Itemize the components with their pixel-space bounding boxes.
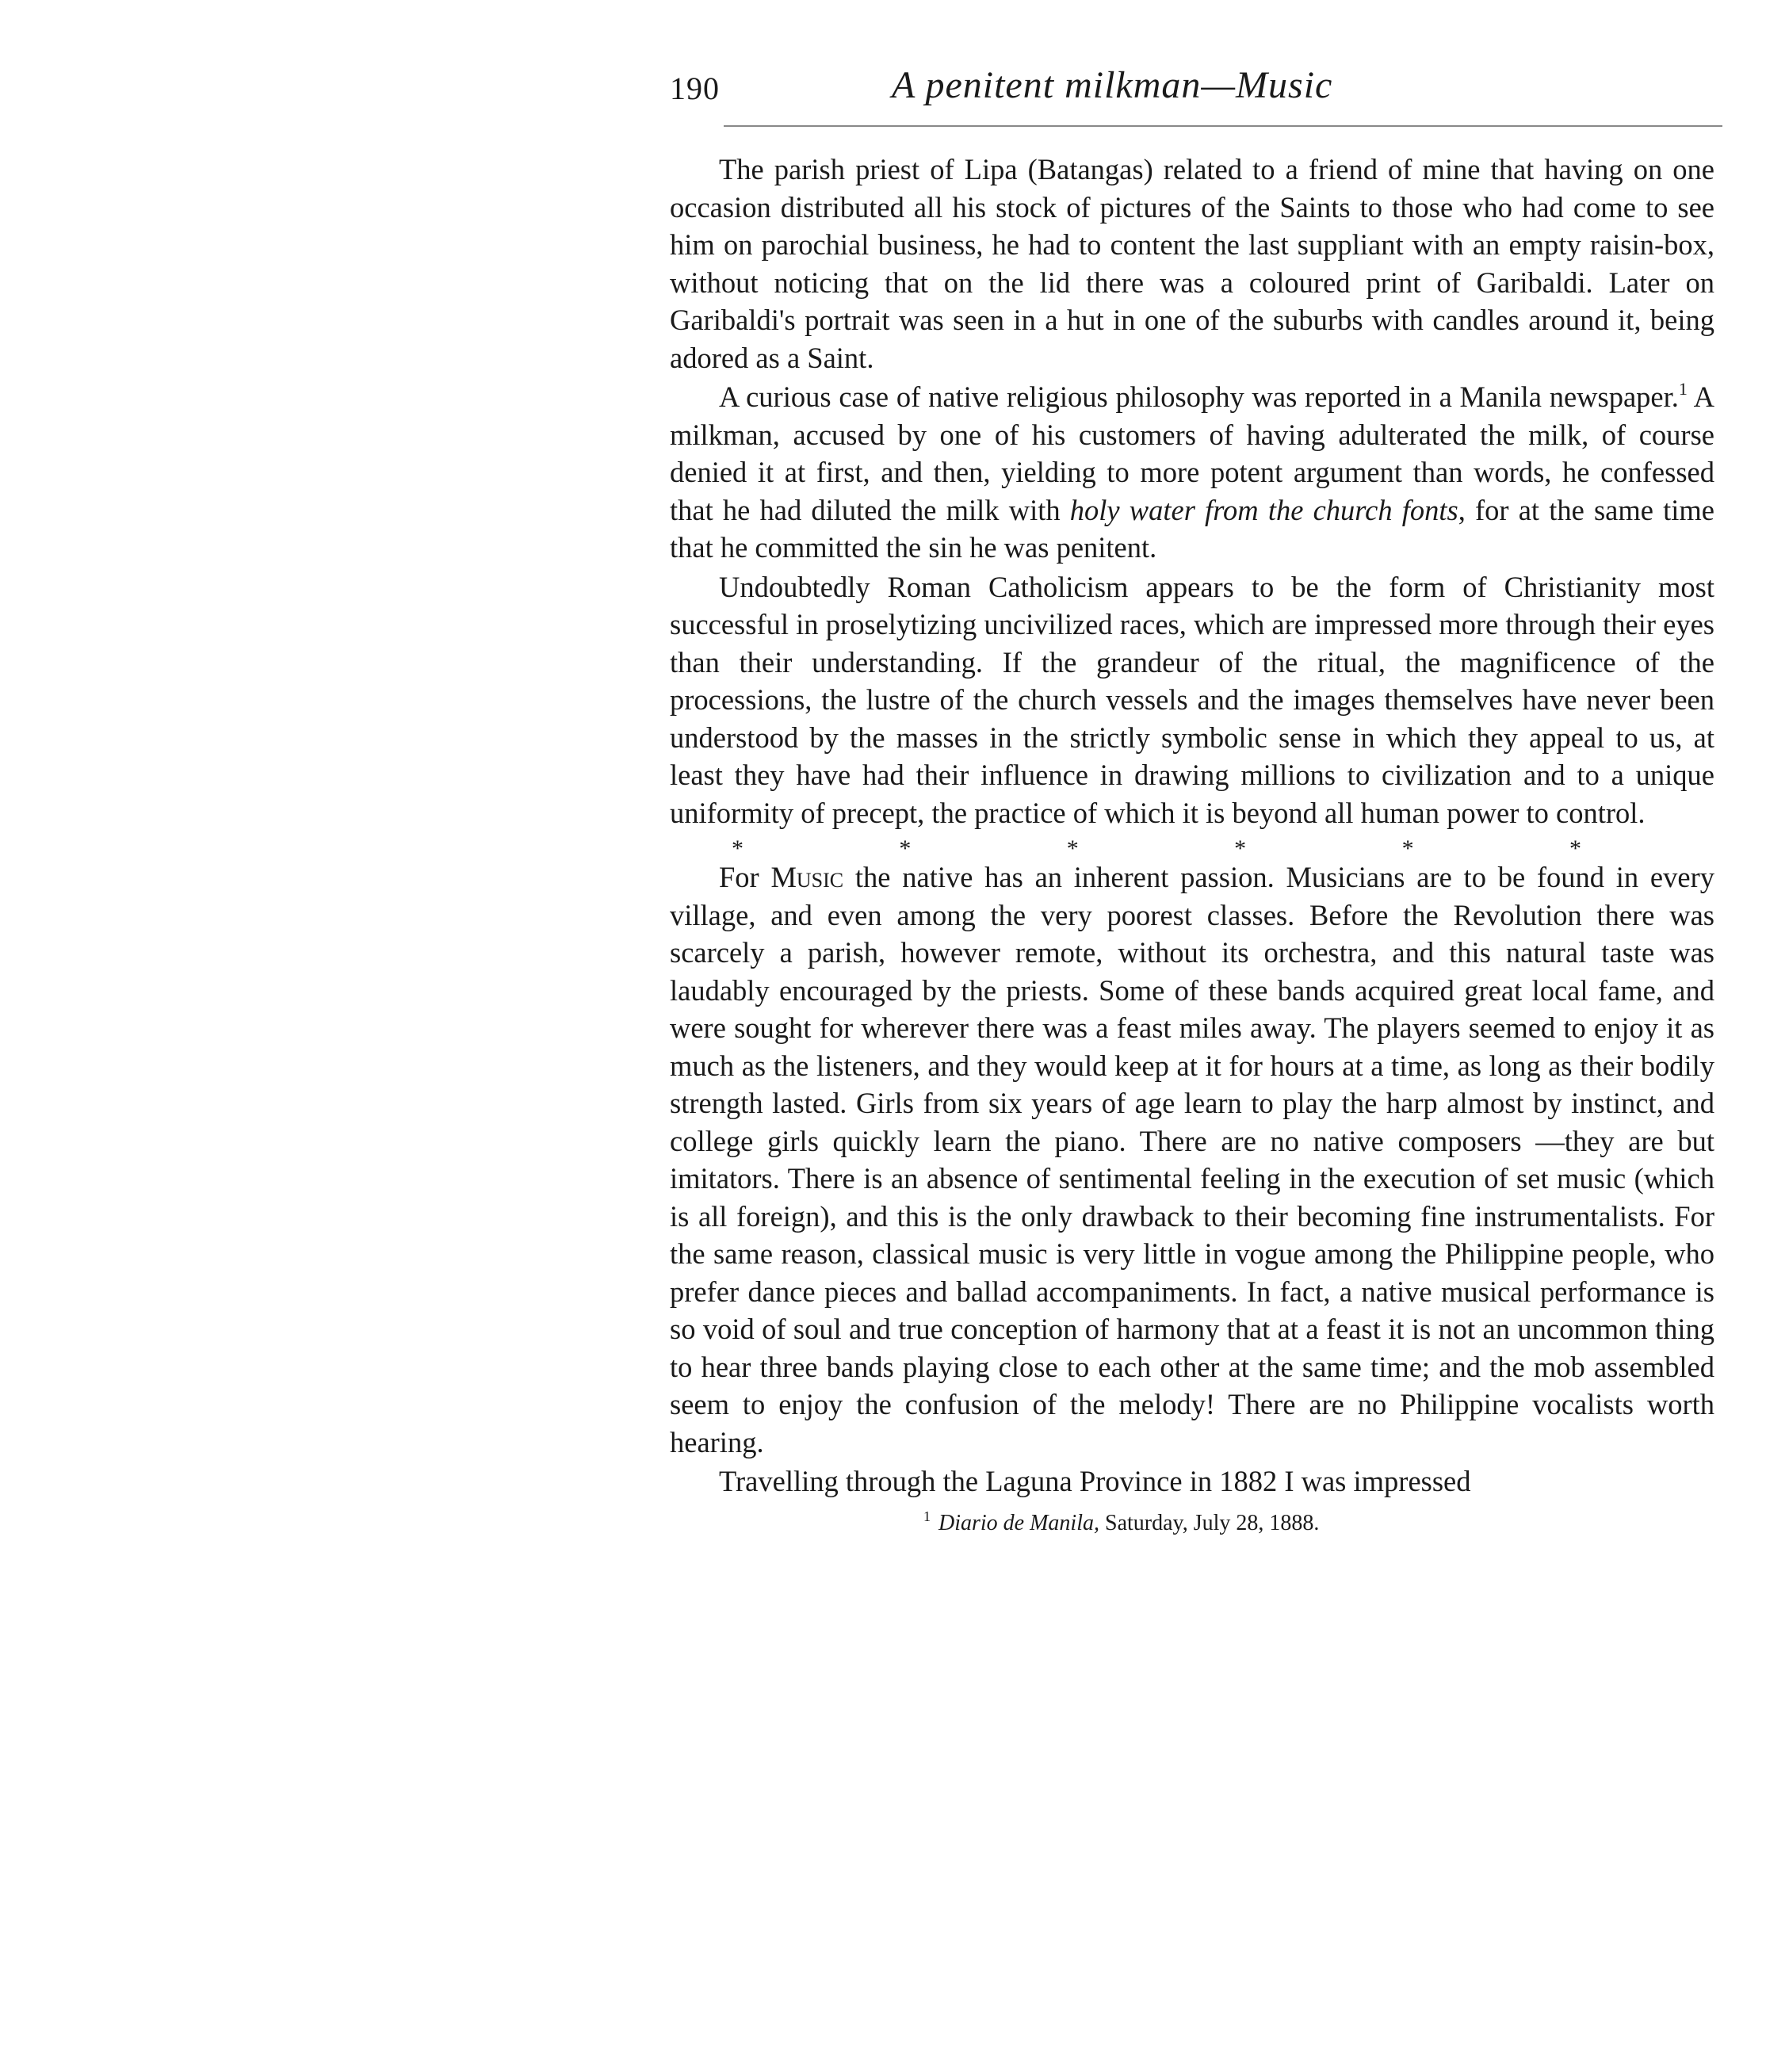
asterisk: *	[1066, 835, 1079, 862]
footnote-source: Diario de Manila,	[938, 1510, 1099, 1535]
asterisk: *	[1569, 835, 1581, 862]
paragraph-milkman	[670, 378, 1714, 567]
running-head	[670, 63, 1714, 119]
asterisk: *	[732, 835, 743, 862]
page-number: 190	[670, 71, 720, 106]
book-page	[670, 63, 1714, 1535]
header-rule	[724, 125, 1722, 127]
footnote-date: Saturday, July 28, 1888.	[1099, 1510, 1320, 1535]
footnote	[670, 1510, 1714, 1537]
paragraph-laguna: Travelling through the Laguna Province in 1882 I was impressed	[719, 1465, 1471, 1497]
footnote-mark: 1	[923, 1508, 931, 1525]
paragraph-lipa-priest: The parish priest of Lipa (Batangas) related to a friend of mine that having on one occasion distributed all his stock of pictures of the Saints to those who had come to see him on parochial business, he had to content the last suppliant with an empty raisin-box, without noticing that on the lid there was a coloured print of Garibaldi. Later on Garibaldi's portrait was seen in a hut in one of the suburbs with candles around it, being adored as a Saint.	[670, 153, 1714, 374]
milkman-text-1: A curious case of native religious philosophy was reported in a Manila newspaper.	[719, 380, 1679, 413]
running-title: A penitent milkman—Music	[892, 64, 1333, 106]
asterisk: *	[1234, 835, 1247, 862]
milkman-italic-phrase: holy water from the church fonts	[1069, 493, 1458, 526]
footnote-reference[interactable]: 1	[1678, 378, 1688, 399]
page-body	[670, 151, 1714, 1537]
music-heading-word: Music	[770, 861, 844, 893]
asterisk: *	[899, 835, 912, 862]
music-lead: For	[719, 861, 771, 893]
section-break	[670, 833, 1714, 862]
music-text: the native has an inherent passion. Musicians are to be found in every village, and even among the very poorest classes. Before the Revolution there was scarcely a parish, however remote, without its orchestra, and this natural taste was laudably encouraged by the priests. Some of these bands acquired great local fame, and were sought for wherever there was a feast miles away. The players seemed to enjoy it as much as the listeners, and they would keep at it for hours at a time, as long as their bodily strength lasted. Girls from six years of age learn to play the harp almost by instinct, and college girls quickly learn the piano. There are no native composers —they are but imitators. There is an absence of sentimental feeling in the execution of set music (which is all foreign), and this is the only drawback to their becoming fine instrumentalists. For the same reason, classical music is very little in vogue among the Philippine people, who prefer dance pieces and ballad accompaniments. In fact, a native musical performance is so void of soul and true conception of harmony that at a feast it is not an uncommon thing to hear three bands playing close to each other at the same time; and the mob assembled seem to enjoy the confusion of the melody! There are no Philippine vocalists worth hearing.	[670, 861, 1714, 1458]
paragraph-music	[670, 858, 1714, 1461]
milkman-text-3: , for at the same time that he committed the sin he was penitent.	[670, 493, 1714, 564]
paragraph-catholicism: Undoubtedly Roman Catholicism appears to be the form of Christianity most successful in proselytizing uncivilized races, which are impressed more through their eyes than their understanding. If the grandeur of the ritual, the magnificence of the processions, the lustre of the church vessels and the images themselves have never been understood by the masses in the strictly symbolic sense in which they appeal to us, at least they have had their influence in drawing millions to civilization and to a unique uniformity of precept, the practice of which it is beyond all human power to control.	[670, 570, 1714, 829]
asterisk: *	[1401, 835, 1414, 862]
milkman-text-2: A milkman, accused by one of his customers of having adulterated the milk, of course denied it at first, and then, yielding to more potent argument than words, he confessed that he had diluted the milk with	[670, 380, 1714, 526]
